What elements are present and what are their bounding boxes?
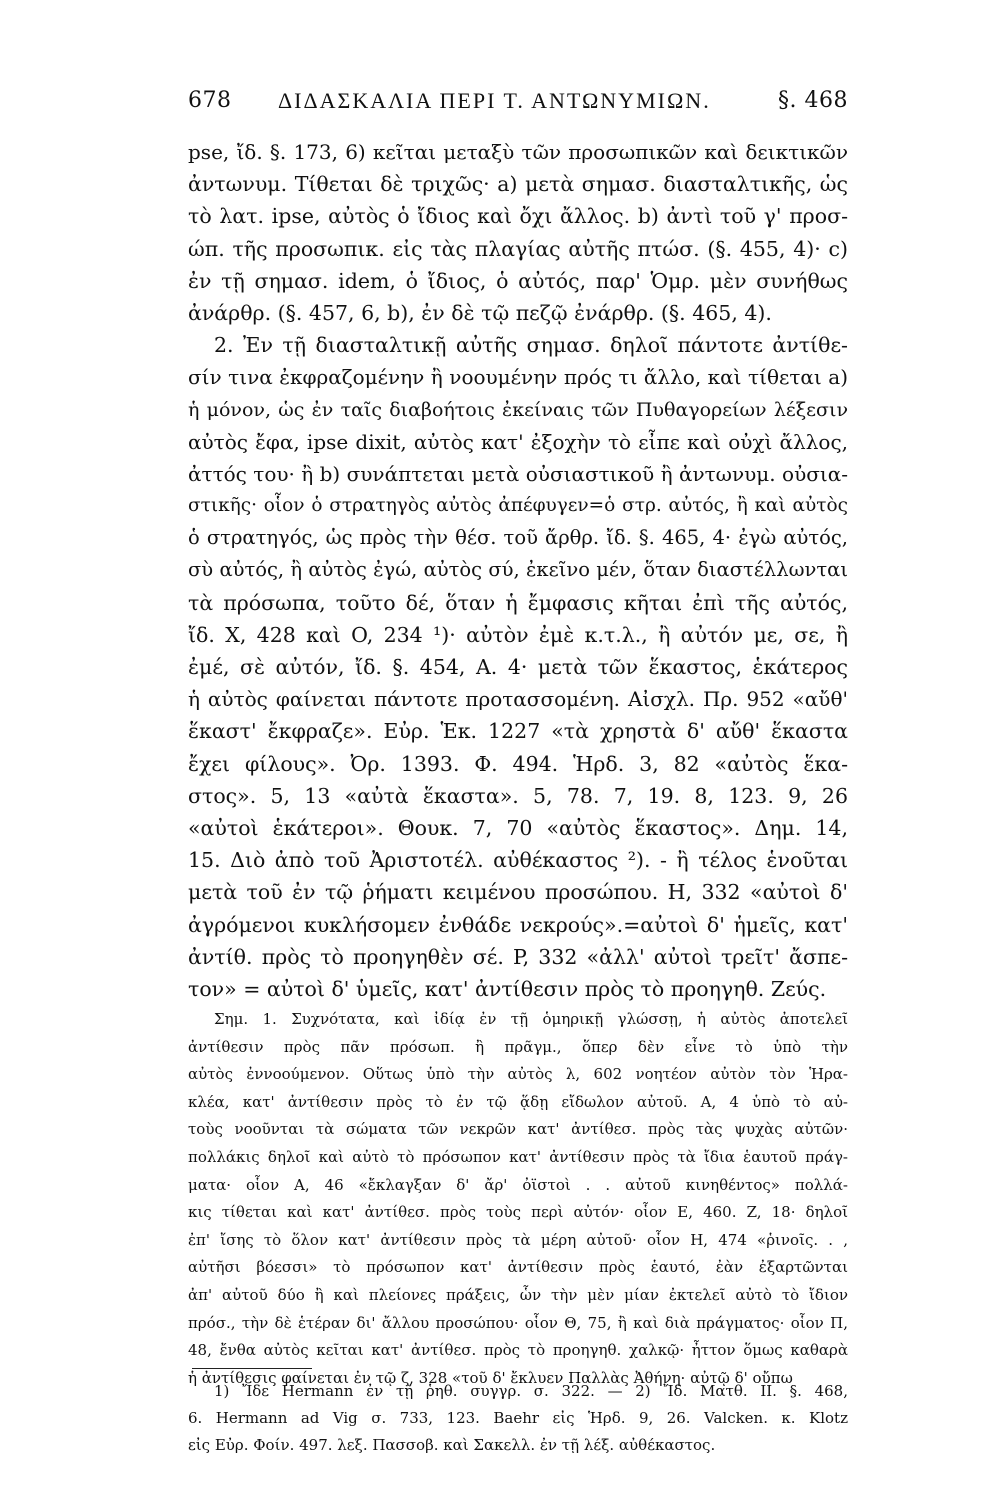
remark-line: πολλάκις δηλοῖ καὶ αὐτὸ τὸ πρόσωπον κατ' ἀντίθεσιν πρὸς τὰ ἴδια ἑαυτοῦ πράγ- (188, 1147, 848, 1166)
text-line: ἐμέ, σὲ αὐτόν, ἴδ. §. 454, A. 4· μετὰ τῶν ἕκαστος, ἑκάτερος (188, 655, 848, 679)
text-line: ἀγρόμενοι κυκλήσομεν ἐνθάδε νεκρούς».=αὐτοὶ δ' ἡμεῖς, κατ' (188, 912, 848, 937)
remark-line: 48, ἔνθα αὐτὸς κεῖται κατ' ἀντίθεσ. πρὸς τὸ προηγηθ. χαλκῷ· ἦττον ὅμως καθαρὰ (188, 1341, 848, 1360)
remark-line: Σημ. 1. Συχνότατα, καὶ ἰδίᾳ ἐν τῇ ὁμηρικῇ γλώσσῃ, ἡ αὐτὸς ἀποτελεῖ (214, 1010, 848, 1028)
text-line: ἀντωνυμ. Τίθεται δὲ τριχῶς· a) μετὰ σημασ. διασταλτικῆς, ὡς (188, 172, 848, 197)
text-line: αὐτὸς ἔφα, ipse dixit, αὐτὸς κατ' ἐξοχὴν τὸ εἶπε καὶ οὐχὶ ἄλλος, (188, 429, 848, 454)
text-line: 2. Ἐν τῇ διασταλτικῇ αὐτῆς σημασ. δηλοῖ πάντοτε ἀντίθε- (214, 333, 848, 358)
text-line: σὺ αὐτός, ἢ αὐτὸς ἐγώ, αὐτὸς σύ, ἐκεῖνο μέν, ὅταν διαστέλλωνται (188, 558, 848, 582)
remark-line: κις τίθεται καὶ κατ' ἀντίθεσ. πρὸς τοὺς περὶ αὐτόν· οἷον E, 460. Z, 18· δηλοῖ (188, 1203, 848, 1222)
remark-line: κλέα, κατ' ἀντίθεσιν πρὸς τὸ ἐν τῷ ᾅδῃ εἴδωλον αὐτοῦ. A, 4 ὑπὸ τὸ αὐ- (188, 1092, 848, 1111)
remark-line: ἀπ' αὐτοῦ δύο ἢ καὶ πλείονες πράξεις, ὧν τὴν μὲν μίαν ἐκτελεῖ αὐτὸ τὸ ἴδιον (188, 1285, 848, 1304)
remark-block (188, 1006, 848, 1392)
remark-line: ἐπ' ἴσης τὸ ὅλον κατ' ἀντίθεσιν πρὸς τὰ μέρη αὐτοῦ· οἷον H, 474 «ῥινοῖς. . , (188, 1230, 848, 1249)
text-line: στικῆς· οἷον ὁ στρατηγὸς αὐτὸς ἀπέφυγεν=ὁ στρ. αὐτός, ἢ καὶ αὐτὸς (188, 495, 848, 517)
text-line: ώπ. τῆς προσωπικ. εἰς τὰς πλαγίας αὐτῆς πτώσ. (§. 455, 4)· c) (188, 236, 848, 261)
remark-line: αὐτῆσι βόεσσι» τὸ πρόσωπον κατ' ἀντίθεσιν πρὸς ἑαυτό, ἐὰν ἐξαρτῶνται (188, 1258, 848, 1277)
text-line: ἴδ. X, 428 καὶ O, 234 ¹)· αὐτὸν ἐμὲ κ.τ.λ., ἢ αὐτόν με, σε, ἢ (188, 622, 848, 647)
text-line: ἀττός του· ἢ b) συνάπτεται μετὰ οὐσιαστικοῦ ἢ ἀντωνυμ. οὐσια- (188, 461, 848, 486)
running-title: ΔΙΔΑΣΚΑΛΙΑ ΠΕΡΙ Τ. ΑΝΤΩΝΥΜΙΩΝ. (278, 88, 711, 113)
text-line: τον» = αὐτοὶ δ' ὑμεῖς, κατ' ἀντίθεσιν πρὸς τὸ προηγηθ. Ζεύς. (188, 976, 827, 1001)
text-line: ἀνάρθρ. (§. 457, 6, b), ἐν δὲ τῷ πεζῷ ἐνάρθρ. (§. 465, 4). (188, 300, 772, 325)
text-line: ἡ μόνον, ὡς ἐν ταῖς διαβοήτοις ἐκείναις τῶν Πυθαγορείων λέξεσιν (188, 398, 848, 421)
text-line: ἐν τῇ σημασ. idem, ὁ ἴδιος, ὁ αὐτός, παρ' Ὁμρ. μὲν συνήθως (188, 268, 848, 293)
running-header (188, 88, 848, 128)
text-line: ἔχει φίλους». Ὀρ. 1393. Φ. 494. Ἡρδ. 3, 82 «αὐτὸς ἕκα- (188, 751, 848, 776)
remark-line: ἡ ἀντίθεσις φαίνεται ἐν τῷ ζ, 328 «τοῦ δ' ἔκλυεν Παλλὰς Ἀθήνη· αὐτῷ δ' οὔπω (188, 1368, 793, 1387)
text-line: στος». 5, 13 «αὐτὰ ἕκαστα». 5, 78. 7, 19. 8, 123. 9, 26 (188, 783, 848, 808)
footnote-line: 1) Ἴδε Hermann ἐν τῇ ῥηθ. συγγρ. σ. 322. — 2) Ἴδ. Ματθ. II. §. 468, (214, 1382, 848, 1400)
text-line: «αὐτοὶ ἑκάτεροι». Θουκ. 7, 70 «αὐτὸς ἕκαστος». Δημ. 14, (188, 815, 848, 840)
footnote-line: 6. Hermann ad Vig σ. 733, 123. Baehr εἰς Ἡρδ. 9, 26. Valcken. κ. Klotz (188, 1409, 848, 1427)
remark-line: αὐτὸς ἐννοούμενον. Οὕτως ὑπὸ τὴν αὐτὸς λ, 602 νοητέον αὐτὸν τὸν Ἡρα- (188, 1065, 848, 1084)
text-line: μετὰ τοῦ ἐν τῷ ῥήματι κειμένου προσώπου. H, 332 «αὐτοὶ δ' (188, 880, 848, 905)
remark-line: πρόσ., τὴν δὲ ἑτέραν δι' ἄλλου προσώπου· οἷον Θ, 75, ἢ καὶ διὰ πράγματος· οἷον Π, (188, 1313, 848, 1332)
footnote-line: εἰς Εὐρ. Φοίν. 497. λεξ. Πασσοβ. καὶ Σακελλ. ἐν τῇ λέξ. αὐθέκαστος. (188, 1436, 716, 1454)
footnotes (188, 1378, 848, 1459)
text-line: σίν τινα ἐκφραζομένην ἢ νοουμένην πρός τι ἄλλο, καὶ τίθεται a) (188, 365, 848, 390)
text-line: τὸ λατ. ipse, αὐτὸς ὁ ἴδιος καὶ ὄχι ἄλλος. b) ἀντὶ τοῦ γ' προσ- (188, 204, 848, 229)
page-number: 678 (188, 88, 232, 113)
text-line: ἡ αὐτὸς φαίνεται πάντοτε προτασσομένη. Αἰσχλ. Πρ. 952 «αὔθ' (188, 687, 848, 712)
text-line: ἕκαστ' ἔκφραζε». Εὐρ. Ἑκ. 1227 «τὰ χρηστὰ δ' αὔθ' ἕκαστα (188, 719, 848, 744)
text-line: τὰ πρόσωπα, τοῦτο δέ, ὅταν ἡ ἔμφασις κῆται ἐπὶ τῆς αὐτός, (188, 590, 848, 615)
remark-line: ματα· οἷον A, 46 «ἔκλαγξαν δ' ἄρ' ὀϊστοὶ . . αὐτοῦ κινηθέντος» πολλά- (188, 1175, 848, 1194)
text-line: pse, ἴδ. §. 173, 6) κεῖται μεταξὺ τῶν προσωπικῶν καὶ δεικτικῶν (188, 140, 848, 164)
footnote-rule (192, 1368, 312, 1369)
section-number: §. 468 (778, 88, 848, 113)
remark-line: τοὺς νοοῦνται τὰ σώματα τῶν νεκρῶν κατ' ἀντίθεσ. πρὸς τὰς ψυχὰς αὐτῶν· (188, 1120, 848, 1139)
remark-line: ἀντίθεσιν πρὸς πᾶν πρόσωπ. ἢ πρᾶγμ., ὅπερ δὲν εἶνε τὸ ὑπὸ τὴν (188, 1037, 848, 1056)
main-text (188, 136, 848, 1005)
text-line: ὁ στρατηγός, ὡς πρὸς τὴν θέσ. τοῦ ἄρθρ. ἴδ. §. 465, 4· ἐγὼ αὐτός, (188, 526, 848, 550)
text-line: 15. Διὸ ἀπὸ τοῦ Ἀριστοτέλ. αὐθέκαστος ²). - ἢ τέλος ἑνοῦται (188, 848, 848, 873)
text-line: ἀντίθ. πρὸς τὸ προηγηθὲν σέ. P, 332 «ἀλλ' αὐτοὶ τρεῖτ' ἄσπε- (188, 944, 848, 969)
